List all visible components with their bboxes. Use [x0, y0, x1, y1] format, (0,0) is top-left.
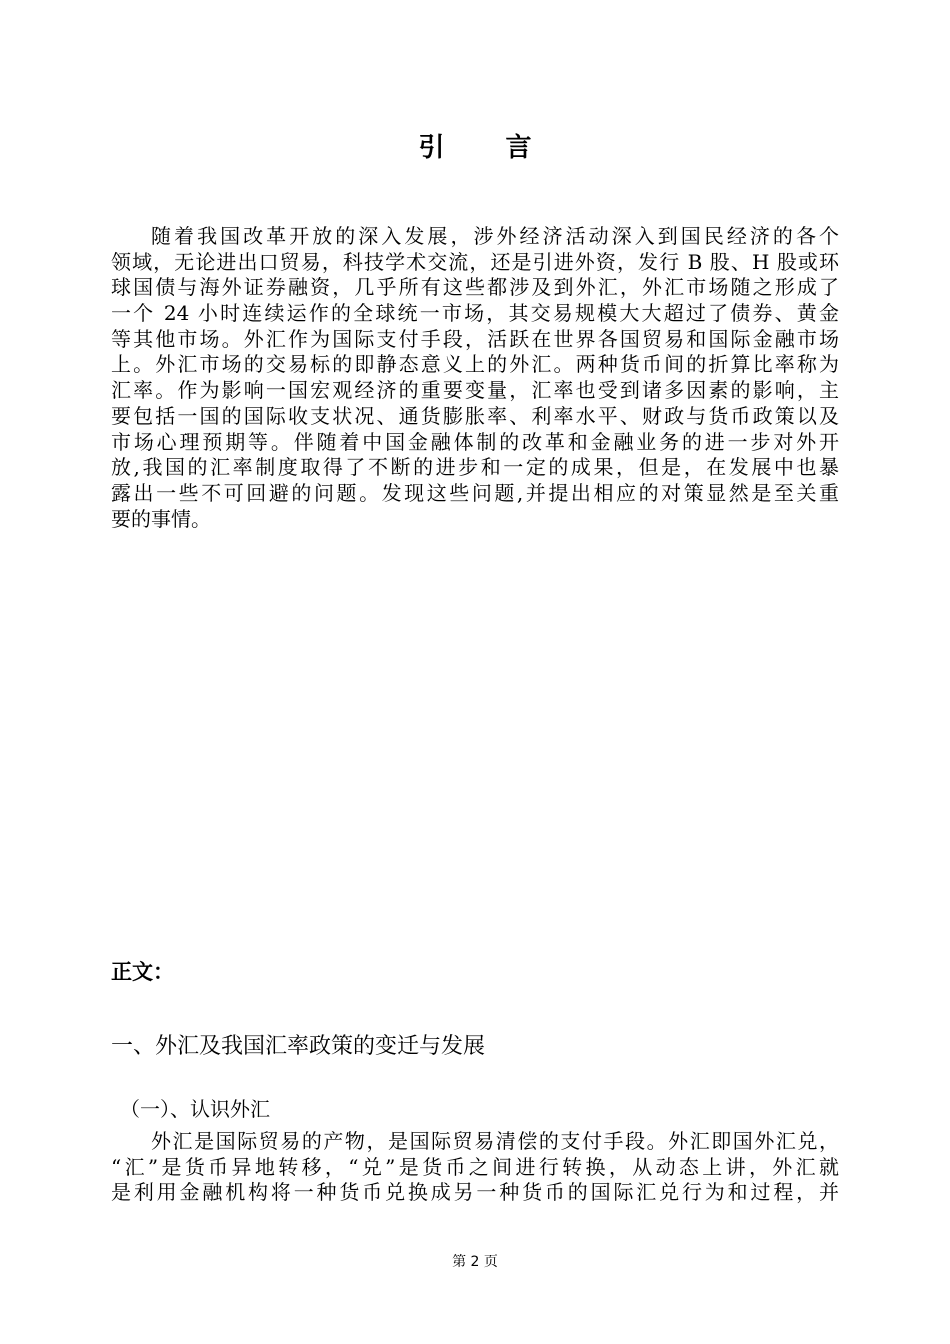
paragraph-line: 球国债与海外证券融资，几乎所有这些都涉及到外汇，外汇市场随之形成了 [111, 275, 839, 300]
paragraph-line: 是利用金融机构将一种货币兑换成另一种货币的国际汇兑行为和过程，并 [111, 1180, 839, 1205]
section-paragraph [111, 1129, 839, 1206]
page-number: 第 2 页 [452, 1254, 498, 1270]
intro-paragraph [111, 224, 839, 532]
paragraph-line: 上。外汇市场的交易标的即静态意义上的外汇。两种货币间的折算比率称为 [111, 352, 839, 377]
paragraph-line: 汇率。作为影响一国宏观经济的重要变量，汇率也受到诸多因素的影响，主 [111, 378, 839, 403]
paragraph-line: 放,我国的汇率制度取得了不断的进步和一定的成果，但是，在发展中也暴 [111, 455, 839, 480]
paragraph-line: 随着我国改革开放的深入发展，涉外经济活动深入到国民经济的各个 [151, 224, 839, 248]
subsection-heading: （一）、认识外汇 [120, 1097, 270, 1121]
intro-title: 引 言 [418, 133, 558, 163]
paragraph-line: 市场心理预期等。伴随着中国金融体制的改革和金融业务的进一步对外开 [111, 429, 839, 454]
section-heading: 一、外汇及我国汇率政策的变迁与发展 [111, 1034, 486, 1059]
paragraph-line: “汇”是货币异地转移，“兑”是货币之间进行转换，从动态上讲，外汇就 [111, 1154, 839, 1179]
paragraph-line: 领域，无论进出口贸易，科技学术交流，还是引进外资，发行 B 股、H 股或环 [111, 249, 839, 274]
paragraph-line: 要的事情。 [111, 506, 211, 531]
paragraph-line: 外汇是国际贸易的产物，是国际贸易清偿的支付手段。外汇即国外汇兑， [151, 1129, 839, 1153]
paragraph-line: 要包括一国的国际收支状况、通货膨胀率、利率水平、财政与货币政策以及 [111, 403, 839, 428]
paragraph-line: 等其他市场。外汇作为国际支付手段，活跃在世界各国贸易和国际金融市场 [111, 326, 839, 351]
main-heading: 正文： [111, 960, 174, 984]
paragraph-line: 一个 24 小时连续运作的全球统一市场，其交易规模大大超过了债券、黄金 [111, 301, 839, 326]
paragraph-line: 露出一些不可回避的问题。发现这些问题,并提出相应的对策显然是至关重 [111, 480, 839, 505]
